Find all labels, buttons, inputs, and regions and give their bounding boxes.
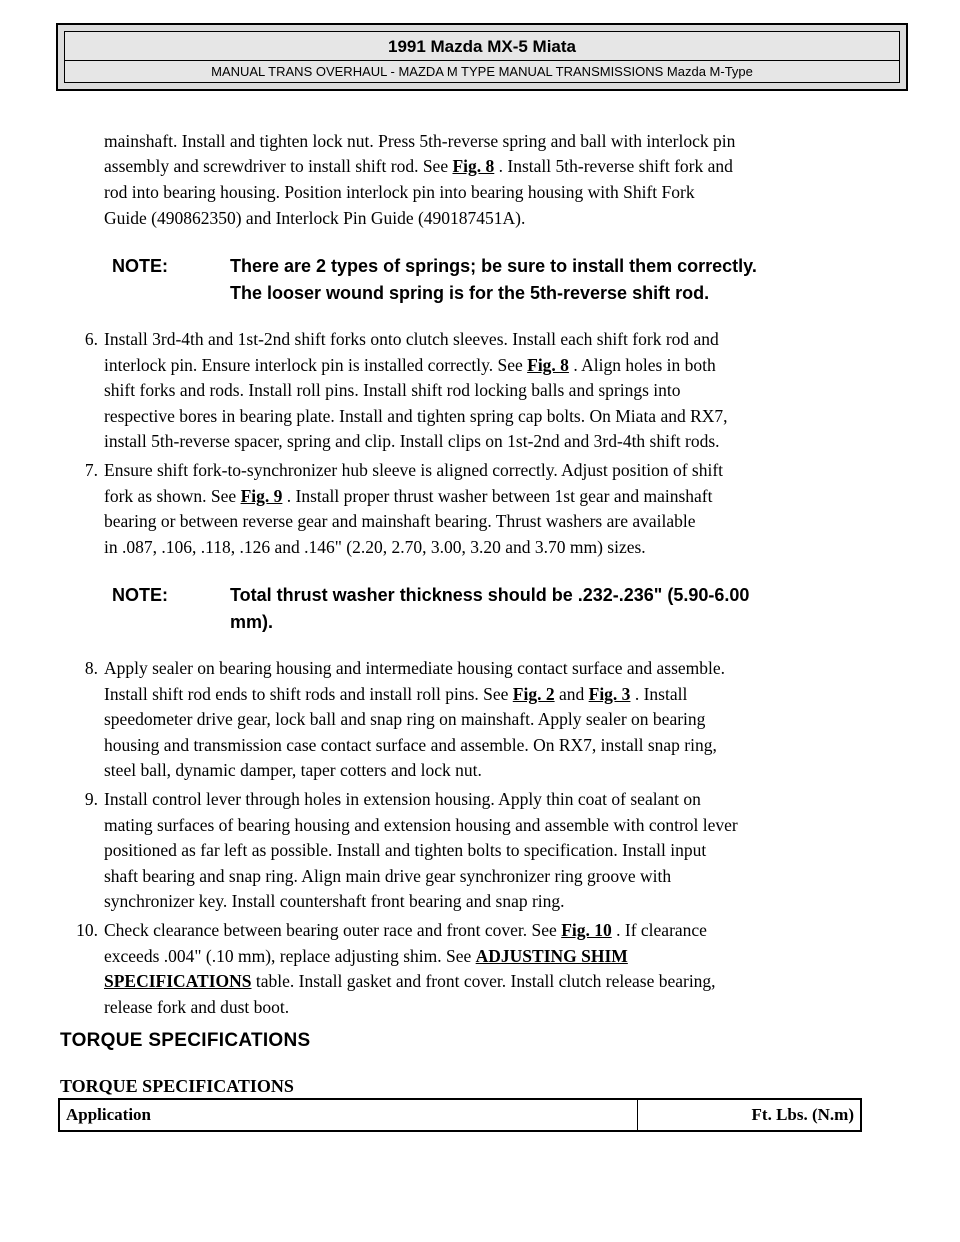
fig-10-link[interactable]: Fig. 10 <box>561 920 612 940</box>
torque-table <box>58 1098 862 1132</box>
note-label: NOTE: <box>112 256 168 276</box>
note-text: There are 2 types of springs; be sure to install them correctly. The looser wound spring is for the 5th-reverse shift rod. <box>230 256 757 303</box>
step-text: Install control lever through holes in extension housing. Apply thin coat of sealant on mating surfaces of bearing housing and extension housing and assemble with control lever positioned as far left as possible. Install and tighten bolts to specification. Install input shaft bearing and snap ring. Align main drive gear synchronizer ring groove with synchronizer key. Install countershaft front bearing and snap ring. <box>104 789 738 911</box>
note-label: NOTE: <box>112 585 168 605</box>
intro-line-1: mainshaft. Install and tighten lock nut. Press 5th-reverse spring and ball with interlock pin <box>104 131 736 151</box>
adjusting-shim-link-cont[interactable]: SPECIFICATIONS <box>104 971 252 991</box>
step-text: Apply sealer on bearing housing and intermediate housing contact surface and assemble. Install shift rod ends to shift rods and install roll pins. See Fig. 2 and Fig. 3 . Install speedometer drive gear, lock ball and snap ring on mainshaft. Apply sealer on bearing housing and transmission case contact surface and assemble. On RX7, install snap ring, steel ball, dynamic damper, taper cotters and lock nut. <box>104 658 726 780</box>
header-subtitle: MANUAL TRANS OVERHAUL - MAZDA M TYPE MANUAL TRANSMISSIONS Mazda M-Type <box>211 64 753 79</box>
step-text: Install 3rd-4th and 1st-2nd shift forks onto clutch sleeves. Install each shift fork rod and interlock pin. Ensure interlock pin is installed correctly. See Fig. 8 . Align holes in both shift forks and rods. Install roll pins. Install shift rod locking balls and springs into respective bores in bearing plate. Install and tighten spring cap bolts. On Miata and RX7, install 5th-reverse spacer, spring and clip. Install clips on 1st-2nd and 3rd-4th shift rods. <box>104 329 728 451</box>
note-thrust-washer <box>112 582 902 636</box>
intro-line-4: Guide (490862350) and Interlock Pin Guide (490187451A). <box>104 208 526 228</box>
intro-line-3: rod into bearing housing. Position interlock pin into bearing housing with Shift Fork <box>104 182 695 202</box>
adjusting-shim-link[interactable]: ADJUSTING SHIM <box>475 945 628 966</box>
fig-9-link[interactable]: Fig. 9 <box>240 485 283 506</box>
fig-8-link[interactable]: Fig. 8 <box>527 354 569 375</box>
column-header-application: Application <box>59 1099 638 1131</box>
note-springs <box>112 253 902 307</box>
table-title: TORQUE SPECIFICATIONS <box>60 1076 294 1096</box>
step-number: 7. <box>84 460 98 480</box>
document-header <box>56 23 908 91</box>
step-number: 6. <box>84 329 98 349</box>
intro-line-2: assembly and screwdriver to install shift rod. See Fig. 8 . Install 5th-reverse shift fork and <box>104 156 733 176</box>
step-number: 9. <box>84 789 98 809</box>
fig-8-link[interactable]: Fig. 8 <box>452 156 495 176</box>
fig-3-link[interactable]: Fig. 3 <box>588 683 631 704</box>
step-number: 8. <box>84 658 98 678</box>
column-header-torque: Ft. Lbs. (N.m) <box>638 1099 862 1131</box>
step-text: Ensure shift fork-to-synchronizer hub sleeve is aligned correctly. Adjust position of shift fork as shown. See Fig. 9 . Install proper thrust washer between 1st gear and mainshaft bearing or between reverse gear and mainshaft bearing. Thrust washers are available in .087, .106, .118, .126 and .146" (2.20, 2.70, 3.00, 3.20 and 3.70 mm) sizes. <box>104 460 724 557</box>
header-title: 1991 Mazda MX-5 Miata <box>65 34 899 61</box>
step-number: 10. <box>76 920 98 940</box>
table-header-row <box>59 1099 861 1131</box>
note-text: Total thrust washer thickness should be .232-.236" (5.90-6.00 mm). <box>230 585 750 632</box>
step-text: Check clearance between bearing outer race and front cover. See Fig. 10 . If clearance exceeds .004" (.10 mm), replace adjusting shim. See ADJUSTING SHIM SPECIFICATIONS table. Install gasket and front cover. Install clutch release bearing, release fork and dust boot. <box>104 920 716 1017</box>
header-inner <box>64 31 900 83</box>
fig-2-link[interactable]: Fig. 2 <box>512 683 555 704</box>
section-heading: TORQUE SPECIFICATIONS <box>60 1030 311 1051</box>
